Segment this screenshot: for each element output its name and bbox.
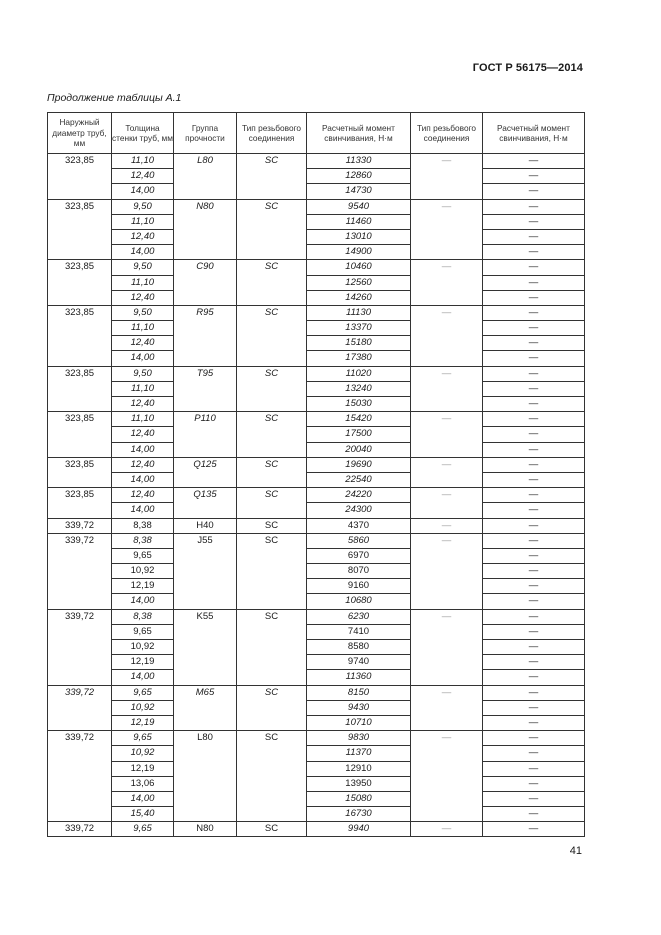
cell-makeup-torque: 7410 (307, 624, 411, 639)
table-row (48, 655, 585, 670)
cell-makeup-torque-2: — (483, 427, 585, 442)
cell-makeup-torque: 10710 (307, 715, 411, 730)
table-row (48, 822, 585, 837)
table-row (48, 305, 585, 320)
cell-wall-thickness: 9,65 (112, 731, 174, 746)
table-body (48, 154, 585, 837)
table-row (48, 275, 585, 290)
table-row (48, 427, 585, 442)
cell-wall-thickness: 11,10 (112, 321, 174, 336)
cell-makeup-torque: 14900 (307, 245, 411, 260)
cell-makeup-torque-2: — (483, 397, 585, 412)
cell-wall-thickness: 14,00 (112, 442, 174, 457)
cell-makeup-torque-2: — (483, 670, 585, 685)
cell-makeup-torque-2: — (483, 260, 585, 275)
cell-makeup-torque: 6230 (307, 609, 411, 624)
table-row (48, 321, 585, 336)
cell-wall-thickness: 11,10 (112, 275, 174, 290)
cell-strength-group: R95 (174, 305, 237, 366)
table-row (48, 579, 585, 594)
cell-wall-thickness: 14,00 (112, 351, 174, 366)
cell-makeup-torque-2: — (483, 579, 585, 594)
cell-thread-type: SC (237, 822, 307, 837)
cell-makeup-torque-2: — (483, 488, 585, 503)
cell-makeup-torque: 13010 (307, 229, 411, 244)
cell-thread-type-2: — (411, 822, 483, 837)
cell-thread-type: SC (237, 260, 307, 306)
table-row (48, 731, 585, 746)
cell-makeup-torque: 16730 (307, 807, 411, 822)
col-header-makeup-torque-2: Расчетный момент свинчивания, Н·м (483, 113, 585, 154)
table-row (48, 245, 585, 260)
table-row (48, 169, 585, 184)
cell-makeup-torque: 17380 (307, 351, 411, 366)
table-row (48, 700, 585, 715)
cell-wall-thickness: 12,19 (112, 761, 174, 776)
cell-wall-thickness: 9,65 (112, 822, 174, 837)
cell-wall-thickness: 9,65 (112, 548, 174, 563)
table-row (48, 442, 585, 457)
cell-makeup-torque-2: — (483, 594, 585, 609)
col-header-thread-type-2: Тип резьбового соединения (411, 113, 483, 154)
cell-outer-diameter: 323,85 (48, 199, 112, 260)
table-row (48, 624, 585, 639)
cell-strength-group: P110 (174, 412, 237, 458)
cell-thread-type-2: — (411, 488, 483, 518)
cell-wall-thickness: 11,10 (112, 412, 174, 427)
cell-wall-thickness: 14,00 (112, 245, 174, 260)
cell-makeup-torque: 8150 (307, 685, 411, 700)
cell-makeup-torque: 17500 (307, 427, 411, 442)
cell-makeup-torque-2: — (483, 381, 585, 396)
col-header-wall-thickness: Толщина стенки труб, мм (112, 113, 174, 154)
cell-makeup-torque-2: — (483, 305, 585, 320)
cell-makeup-torque-2: — (483, 624, 585, 639)
cell-outer-diameter: 323,85 (48, 260, 112, 306)
cell-makeup-torque-2: — (483, 336, 585, 351)
cell-strength-group: M65 (174, 685, 237, 731)
cell-makeup-torque: 10460 (307, 260, 411, 275)
table-row (48, 154, 585, 169)
cell-thread-type: SC (237, 518, 307, 533)
cell-makeup-torque: 9430 (307, 700, 411, 715)
cell-thread-type: SC (237, 199, 307, 260)
table-row (48, 564, 585, 579)
cell-wall-thickness: 9,65 (112, 685, 174, 700)
cell-wall-thickness: 9,50 (112, 305, 174, 320)
table-row (48, 746, 585, 761)
table-row (48, 457, 585, 472)
cell-strength-group: Q135 (174, 488, 237, 518)
table-row (48, 336, 585, 351)
cell-wall-thickness: 12,40 (112, 229, 174, 244)
table-row (48, 670, 585, 685)
cell-wall-thickness: 10,92 (112, 700, 174, 715)
torque-table (47, 112, 585, 837)
cell-makeup-torque: 15080 (307, 791, 411, 806)
table-row (48, 761, 585, 776)
cell-makeup-torque-2: — (483, 290, 585, 305)
cell-makeup-torque: 9160 (307, 579, 411, 594)
document-id: ГОСТ Р 56175—2014 (472, 62, 583, 74)
cell-makeup-torque: 15030 (307, 397, 411, 412)
table-row (48, 381, 585, 396)
table-row (48, 715, 585, 730)
cell-strength-group: L80 (174, 731, 237, 822)
cell-makeup-torque: 12860 (307, 169, 411, 184)
cell-makeup-torque: 13370 (307, 321, 411, 336)
cell-wall-thickness: 14,00 (112, 503, 174, 518)
cell-makeup-torque-2: — (483, 822, 585, 837)
cell-wall-thickness: 12,19 (112, 655, 174, 670)
cell-wall-thickness: 12,40 (112, 290, 174, 305)
cell-outer-diameter: 339,72 (48, 731, 112, 822)
cell-makeup-torque: 9540 (307, 199, 411, 214)
cell-makeup-torque-2: — (483, 746, 585, 761)
cell-outer-diameter: 339,72 (48, 533, 112, 609)
table-row (48, 594, 585, 609)
cell-outer-diameter: 339,72 (48, 609, 112, 685)
table-row (48, 640, 585, 655)
table-row (48, 533, 585, 548)
cell-outer-diameter: 323,85 (48, 305, 112, 366)
cell-wall-thickness: 12,40 (112, 169, 174, 184)
cell-wall-thickness: 14,00 (112, 472, 174, 487)
cell-strength-group: H40 (174, 518, 237, 533)
cell-makeup-torque-2: — (483, 154, 585, 169)
cell-wall-thickness: 14,00 (112, 791, 174, 806)
cell-thread-type-2: — (411, 518, 483, 533)
cell-makeup-torque: 12560 (307, 275, 411, 290)
cell-thread-type: SC (237, 305, 307, 366)
cell-thread-type: SC (237, 488, 307, 518)
table-row (48, 548, 585, 563)
cell-outer-diameter: 323,85 (48, 488, 112, 518)
cell-makeup-torque: 14730 (307, 184, 411, 199)
cell-thread-type: SC (237, 457, 307, 487)
cell-thread-type: SC (237, 731, 307, 822)
cell-makeup-torque-2: — (483, 199, 585, 214)
cell-wall-thickness: 14,00 (112, 594, 174, 609)
table-row (48, 412, 585, 427)
cell-wall-thickness: 14,00 (112, 184, 174, 199)
col-header-makeup-torque: Расчетный момент свинчивания, Н·м (307, 113, 411, 154)
cell-makeup-torque-2: — (483, 184, 585, 199)
cell-thread-type-2: — (411, 199, 483, 260)
cell-makeup-torque-2: — (483, 776, 585, 791)
cell-makeup-torque: 19690 (307, 457, 411, 472)
cell-wall-thickness: 12,40 (112, 488, 174, 503)
table-row (48, 472, 585, 487)
cell-makeup-torque: 15180 (307, 336, 411, 351)
cell-strength-group: C90 (174, 260, 237, 306)
cell-strength-group: K55 (174, 609, 237, 685)
cell-makeup-torque: 11020 (307, 366, 411, 381)
cell-makeup-torque-2: — (483, 655, 585, 670)
cell-thread-type-2: — (411, 533, 483, 609)
cell-makeup-torque: 9830 (307, 731, 411, 746)
col-header-strength-group: Группа прочности (174, 113, 237, 154)
cell-makeup-torque-2: — (483, 275, 585, 290)
table-caption: Продолжение таблицы А.1 (47, 92, 182, 104)
cell-makeup-torque: 11360 (307, 670, 411, 685)
cell-wall-thickness: 12,40 (112, 457, 174, 472)
cell-wall-thickness: 11,10 (112, 214, 174, 229)
cell-thread-type-2: — (411, 305, 483, 366)
cell-outer-diameter: 339,72 (48, 518, 112, 533)
cell-strength-group: Q125 (174, 457, 237, 487)
col-header-thread-type: Тип резьбового соединения (237, 113, 307, 154)
cell-outer-diameter: 339,72 (48, 685, 112, 731)
cell-thread-type: SC (237, 685, 307, 731)
cell-makeup-torque: 24300 (307, 503, 411, 518)
cell-makeup-torque-2: — (483, 609, 585, 624)
cell-wall-thickness: 12,19 (112, 579, 174, 594)
cell-wall-thickness: 8,38 (112, 518, 174, 533)
cell-makeup-torque: 10680 (307, 594, 411, 609)
cell-wall-thickness: 12,40 (112, 397, 174, 412)
cell-wall-thickness: 9,50 (112, 199, 174, 214)
cell-makeup-torque: 24220 (307, 488, 411, 503)
cell-thread-type: SC (237, 154, 307, 200)
table-row (48, 184, 585, 199)
cell-thread-type-2: — (411, 685, 483, 731)
cell-makeup-torque: 6970 (307, 548, 411, 563)
cell-makeup-torque-2: — (483, 366, 585, 381)
cell-makeup-torque-2: — (483, 731, 585, 746)
table-row (48, 199, 585, 214)
cell-makeup-torque: 5860 (307, 533, 411, 548)
cell-makeup-torque: 20040 (307, 442, 411, 457)
cell-outer-diameter: 323,85 (48, 412, 112, 458)
cell-wall-thickness: 13,06 (112, 776, 174, 791)
cell-makeup-torque: 4370 (307, 518, 411, 533)
table-row (48, 214, 585, 229)
cell-makeup-torque-2: — (483, 640, 585, 655)
table-row (48, 685, 585, 700)
cell-thread-type-2: — (411, 457, 483, 487)
cell-makeup-torque: 13950 (307, 776, 411, 791)
cell-makeup-torque-2: — (483, 564, 585, 579)
cell-makeup-torque: 15420 (307, 412, 411, 427)
cell-wall-thickness: 10,92 (112, 640, 174, 655)
cell-thread-type-2: — (411, 260, 483, 306)
cell-wall-thickness: 12,19 (112, 715, 174, 730)
cell-makeup-torque-2: — (483, 351, 585, 366)
table-row (48, 518, 585, 533)
cell-makeup-torque: 11130 (307, 305, 411, 320)
cell-thread-type-2: — (411, 731, 483, 822)
cell-makeup-torque: 22540 (307, 472, 411, 487)
cell-makeup-torque-2: — (483, 442, 585, 457)
cell-makeup-torque-2: — (483, 761, 585, 776)
cell-makeup-torque-2: — (483, 321, 585, 336)
cell-wall-thickness: 8,38 (112, 609, 174, 624)
cell-wall-thickness: 9,65 (112, 624, 174, 639)
cell-wall-thickness: 12,40 (112, 336, 174, 351)
cell-makeup-torque: 13240 (307, 381, 411, 396)
table-row (48, 290, 585, 305)
cell-makeup-torque: 14260 (307, 290, 411, 305)
table-row (48, 366, 585, 381)
cell-makeup-torque: 9740 (307, 655, 411, 670)
cell-strength-group: N80 (174, 822, 237, 837)
cell-makeup-torque: 8580 (307, 640, 411, 655)
cell-strength-group: J55 (174, 533, 237, 609)
cell-makeup-torque: 12910 (307, 761, 411, 776)
cell-makeup-torque-2: — (483, 457, 585, 472)
table-row (48, 776, 585, 791)
cell-makeup-torque-2: — (483, 700, 585, 715)
cell-strength-group: L80 (174, 154, 237, 200)
cell-makeup-torque-2: — (483, 472, 585, 487)
cell-wall-thickness: 15,40 (112, 807, 174, 822)
table-row (48, 791, 585, 806)
cell-makeup-torque-2: — (483, 685, 585, 700)
table-row (48, 609, 585, 624)
cell-makeup-torque-2: — (483, 791, 585, 806)
cell-outer-diameter: 323,85 (48, 457, 112, 487)
table-header-row (48, 113, 585, 154)
cell-outer-diameter: 323,85 (48, 366, 112, 412)
cell-makeup-torque: 8070 (307, 564, 411, 579)
cell-wall-thickness: 12,40 (112, 427, 174, 442)
cell-makeup-torque: 11370 (307, 746, 411, 761)
cell-wall-thickness: 10,92 (112, 746, 174, 761)
cell-thread-type-2: — (411, 609, 483, 685)
cell-wall-thickness: 9,50 (112, 260, 174, 275)
cell-thread-type: SC (237, 412, 307, 458)
cell-makeup-torque: 9940 (307, 822, 411, 837)
cell-thread-type-2: — (411, 366, 483, 412)
page-number: 41 (569, 845, 582, 857)
cell-makeup-torque-2: — (483, 412, 585, 427)
cell-makeup-torque-2: — (483, 169, 585, 184)
cell-wall-thickness: 11,10 (112, 154, 174, 169)
table-row (48, 488, 585, 503)
cell-thread-type: SC (237, 366, 307, 412)
table-row (48, 351, 585, 366)
cell-wall-thickness: 9,50 (112, 366, 174, 381)
cell-makeup-torque-2: — (483, 807, 585, 822)
cell-makeup-torque-2: — (483, 715, 585, 730)
cell-wall-thickness: 8,38 (112, 533, 174, 548)
table-row (48, 807, 585, 822)
cell-strength-group: T95 (174, 366, 237, 412)
cell-wall-thickness: 11,10 (112, 381, 174, 396)
cell-thread-type: SC (237, 609, 307, 685)
cell-outer-diameter: 323,85 (48, 154, 112, 200)
cell-thread-type: SC (237, 533, 307, 609)
cell-makeup-torque-2: — (483, 533, 585, 548)
col-header-outer-diameter: Наружный диаметр труб, мм (48, 113, 112, 154)
table-row (48, 397, 585, 412)
cell-wall-thickness: 14,00 (112, 670, 174, 685)
cell-makeup-torque-2: — (483, 503, 585, 518)
cell-makeup-torque-2: — (483, 229, 585, 244)
table-row (48, 503, 585, 518)
table-row (48, 260, 585, 275)
cell-makeup-torque: 11460 (307, 214, 411, 229)
cell-makeup-torque-2: — (483, 548, 585, 563)
cell-thread-type-2: — (411, 154, 483, 200)
cell-wall-thickness: 10,92 (112, 564, 174, 579)
cell-thread-type-2: — (411, 412, 483, 458)
cell-outer-diameter: 339,72 (48, 822, 112, 837)
cell-makeup-torque: 11330 (307, 154, 411, 169)
cell-makeup-torque-2: — (483, 518, 585, 533)
cell-makeup-torque-2: — (483, 245, 585, 260)
cell-strength-group: N80 (174, 199, 237, 260)
table-row (48, 229, 585, 244)
cell-makeup-torque-2: — (483, 214, 585, 229)
